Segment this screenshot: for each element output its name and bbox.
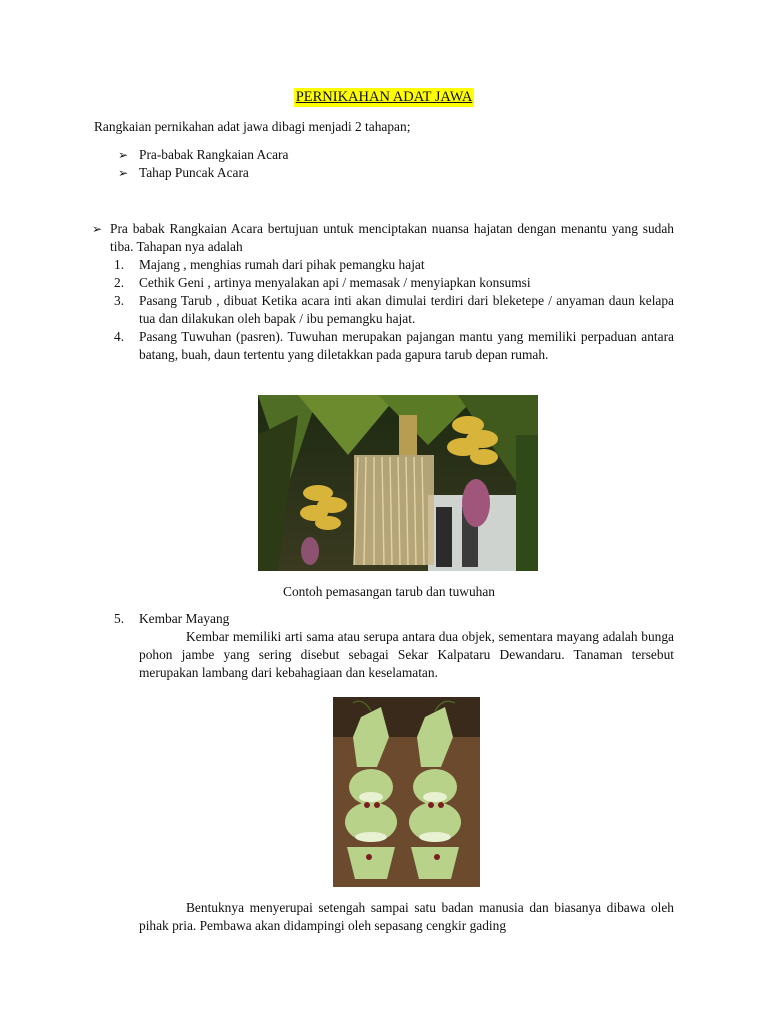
steps-list-continued [114,610,674,628]
step-text: Majang , menghias rumah dari pihak pemangku hajat [139,257,425,272]
arrow-bullet-icon: ➢ [118,148,129,162]
pra-babak-section [92,220,674,256]
list-item [114,610,674,628]
document-title: PERNIKAHAN ADAT JAWA [295,89,473,105]
arrow-bullet-icon: ➢ [92,222,103,236]
step-number: 4. [114,329,125,344]
list-item [114,292,674,328]
title-container [0,88,768,107]
list-item [114,328,674,364]
stage-list [118,146,288,182]
stage-label: Pra-babak Rangkaian Acara [139,147,289,162]
list-item [114,274,674,292]
list-item [114,256,674,274]
step-number: 3. [114,293,125,308]
stage-label: Tahap Puncak Acara [139,165,249,180]
tarub-tuwuhan-photo [258,395,538,571]
kembar-mayang-paragraph: Kembar memiliki arti sama atau serupa antara dua objek, sementara mayang adalah bunga pohon jambe yang sering disebut sebagai Sekar Kalpataru Dewandaru. Tanaman tersebut merupakan lambang dari kebahagiaan dan keselamatan. [139,629,674,680]
list-item [118,146,288,164]
step-number: 5. [114,611,125,626]
step-number: 2. [114,275,125,290]
list-item [118,164,288,182]
kembar-mayang-photo [333,697,480,887]
step-text: Cethik Geni , artinya menyalakan api / memasak / menyiapkan konsumsi [139,275,531,290]
step-number: 1. [114,257,125,272]
steps-list [114,256,674,364]
step-text: Pasang Tuwuhan (pasren). Tuwuhan merupakan pajangan mantu yang memiliki perpaduan antara batang, buah, daun tertentu yang diletakkan pada gapura tarub depan rumah. [139,329,674,362]
section-text: Pra babak Rangkaian Acara bertujuan untuk menciptakan nuansa hajatan dengan menantu yang sudah tiba. Tahapan nya adalah [110,221,674,254]
step-text: Kembar Mayang [139,611,230,626]
photo-caption: Contoh pemasangan tarub dan tuwuhan [283,584,495,599]
intro-text: Rangkaian pernikahan adat jawa dibagi menjadi 2 tahapan; [94,119,411,134]
arrow-bullet-icon: ➢ [118,166,129,180]
step-text: Pasang Tarub , dibuat Ketika acara inti akan dimulai terdiri dari bleketepe / anyaman daun kelapa tua dan dilakukan oleh bapak / ibu pemangku hajat. [139,293,674,326]
final-paragraph: Bentuknya menyerupai setengah sampai satu badan manusia dan biasanya dibawa oleh pihak pria. Pembawa akan didampingi oleh sepasang cengkir gading [139,900,674,933]
